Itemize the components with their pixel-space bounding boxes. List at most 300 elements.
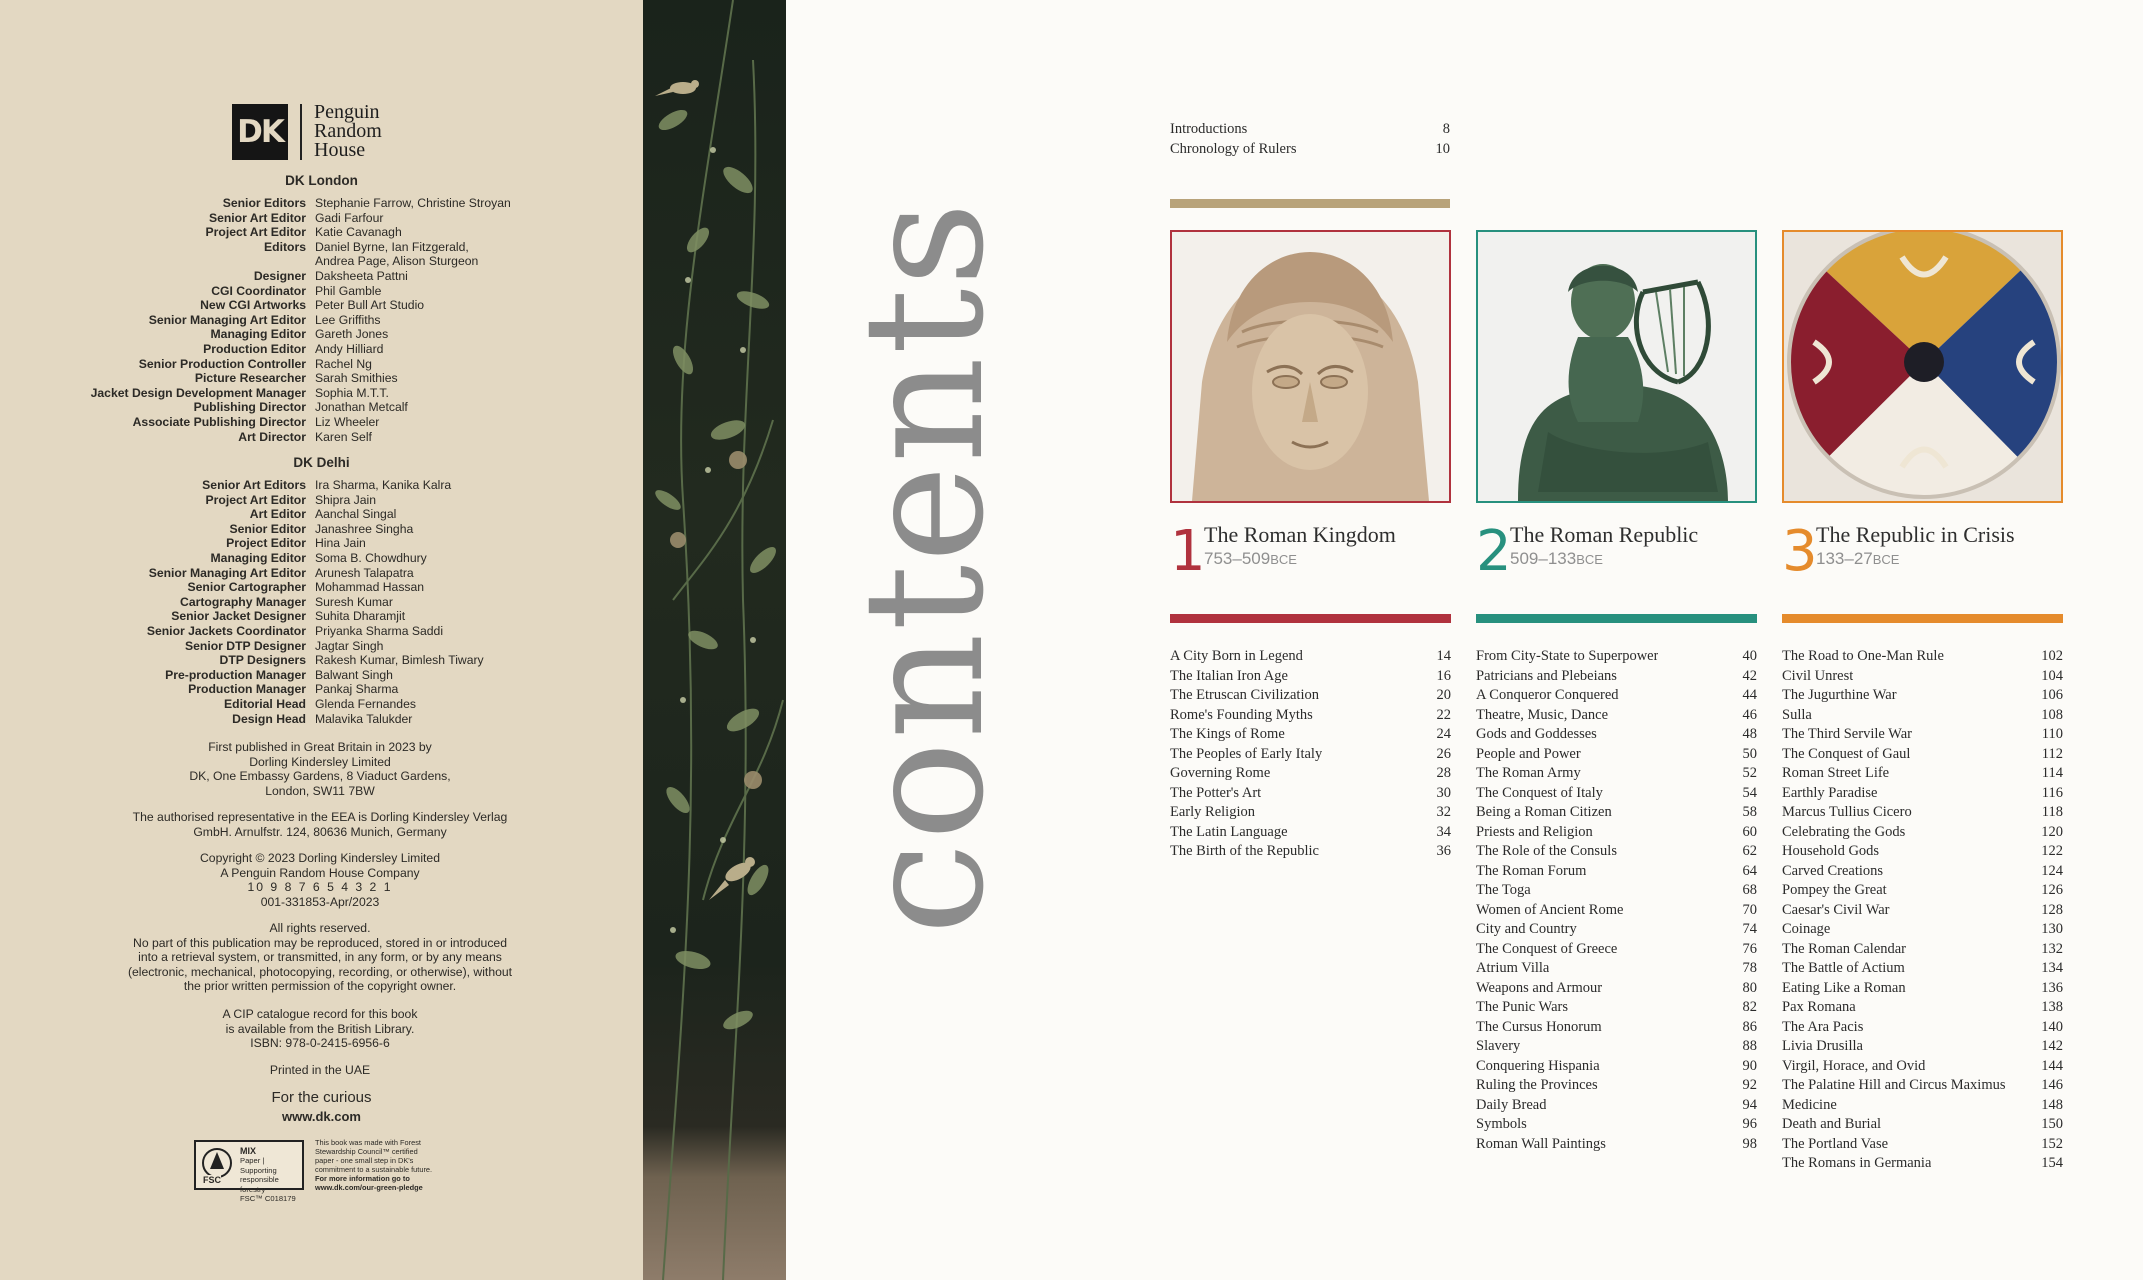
toc-entry-page: 52: [1742, 765, 1757, 781]
credit-row: [0, 430, 643, 445]
credit-row: [0, 522, 643, 537]
section-title: The Republic in Crisis: [1816, 522, 2015, 547]
credit-row: [0, 254, 643, 269]
credit-row: [0, 211, 643, 226]
section-date-range: 753–509: [1204, 549, 1271, 568]
credit-names: Daniel Byrne, Ian Fitzgerald,: [315, 239, 469, 254]
penguin-random-house-wordmark: Penguin Random House: [314, 101, 382, 161]
credit-row: [0, 240, 643, 255]
credit-role: Senior DTP Designer: [184, 638, 306, 653]
toc-entry-page: 42: [1742, 667, 1757, 684]
toc-entry[interactable]: [1476, 1135, 1757, 1155]
toc-entry[interactable]: [1476, 823, 1757, 843]
credit-names: Jagtar Singh: [315, 638, 384, 653]
dk-delhi-credits: [0, 478, 643, 726]
credit-names: Shipra Jain: [315, 492, 376, 507]
toc-entry-page: 154: [2041, 1155, 2063, 1171]
toc-entry-title: Ruling the Provinces: [1476, 1077, 1598, 1093]
toc-entry-title: The Palatine Hill and Circus Maximus: [1782, 1077, 2006, 1093]
fsc-tree-icon: FSC: [202, 1148, 232, 1184]
credit-names: Karen Self: [315, 429, 372, 444]
toc-entry[interactable]: [1170, 647, 1451, 667]
toc-entry-title: Carved Creations: [1782, 862, 1884, 879]
toc-entry[interactable]: [1476, 784, 1757, 804]
toc-entry-title: The Battle of Actium: [1782, 960, 1905, 976]
toc-entry[interactable]: [1170, 667, 1451, 687]
toc-entry-page: 34: [1436, 823, 1451, 840]
toc-entry-title: The Jugurthine War: [1782, 687, 1897, 703]
credit-role: Designer: [253, 268, 306, 283]
credit-role: Cartography Manager: [180, 594, 306, 609]
toc-entry-title: The Italian Iron Age: [1170, 667, 1288, 684]
toc-entry[interactable]: [1782, 686, 2063, 706]
toc-entry-page: 114: [2041, 765, 2063, 781]
toc-entry-title: Pax Romana: [1782, 999, 1856, 1015]
credit-role: Design Head: [232, 711, 306, 726]
credit-role: Publishing Director: [193, 400, 306, 415]
dk-logo-mark: DK: [232, 104, 288, 160]
toc-entry-page: 138: [2041, 999, 2063, 1015]
toc-entry-title: The Birth of the Republic: [1170, 843, 1319, 859]
dk-penguin-random-house-logo: [232, 103, 382, 160]
credit-row: [0, 269, 643, 284]
toc-entry-page: 146: [2041, 1077, 2063, 1093]
toc-entry-page: 96: [1742, 1116, 1757, 1132]
credit-names: Sophia M.T.T.: [315, 385, 389, 400]
toc-entry-page: 54: [1742, 784, 1757, 801]
credit-row: [0, 284, 643, 299]
section-1-image: [1170, 230, 1451, 503]
credit-role: CGI Coordinator: [211, 283, 306, 298]
toc-entry-page: 106: [2041, 687, 2063, 703]
dk-london-credits: [0, 196, 643, 444]
credit-row: [0, 342, 643, 357]
toc-entry-page: 14: [1436, 648, 1451, 664]
toc-entry[interactable]: [1782, 784, 2063, 804]
toc-entry-title: Pompey the Great: [1782, 882, 1887, 898]
toc-entry[interactable]: [1476, 959, 1757, 979]
credit-role: Project Editor: [226, 536, 306, 551]
toc-entry-title: The Role of the Consuls: [1476, 843, 1617, 859]
toc-entry-page: 88: [1742, 1038, 1757, 1054]
credit-row: [0, 196, 643, 211]
toc-entry[interactable]: [1476, 1037, 1757, 1057]
toc-entry[interactable]: [1782, 1018, 2063, 1038]
credit-names: Andy Hilliard: [315, 341, 384, 356]
toc-entry-title: The Roman Army: [1476, 765, 1581, 781]
section-2-header[interactable]: [1476, 519, 1757, 584]
section-title: The Roman Kingdom: [1204, 522, 1396, 547]
toc-entry-title: The Romans in Germania: [1782, 1155, 1932, 1171]
toc-entry[interactable]: [1170, 686, 1451, 706]
credit-row: [0, 551, 643, 566]
credit-row: [0, 595, 643, 610]
green-pledge-note: This book was made with Forest Stewardship Council™ certified paper - one small step in DK's commitment to a sustainable future. For more information go to www.dk.com/our-green-pledge: [315, 1138, 433, 1192]
credit-role: Pre-production Manager: [165, 667, 306, 682]
toc-entry[interactable]: [1782, 998, 2063, 1018]
toc-entry-title: Household Gods: [1782, 843, 1880, 859]
toc-entry-page: 130: [2041, 921, 2063, 937]
toc-entry[interactable]: [1476, 725, 1757, 745]
toc-entry[interactable]: [1782, 920, 2063, 940]
toc-entry[interactable]: [1782, 803, 2063, 823]
credit-row: [0, 536, 643, 551]
toc-entry-page: 32: [1436, 804, 1451, 820]
credit-role: Senior Editors: [222, 196, 306, 210]
imprint-panel: [0, 0, 643, 1280]
tagline: For the curious: [271, 1089, 372, 1106]
credit-names: Aanchal Singal: [315, 507, 397, 522]
section-number: 2: [1476, 519, 1512, 584]
toc-entry-title: Daily Bread: [1476, 1096, 1547, 1113]
toc-entry[interactable]: [1476, 745, 1757, 765]
toc-entry-page: 80: [1742, 979, 1757, 996]
toc-entry-page: 140: [2041, 1018, 2063, 1035]
toc-entry-page: 36: [1436, 843, 1451, 859]
toc-entry-title: A Conqueror Conquered: [1476, 687, 1619, 703]
credit-role: Picture Researcher: [194, 371, 306, 386]
section-date-range: 133–27: [1816, 549, 1873, 568]
dk-london-heading: DK London: [285, 173, 358, 188]
rights-notice: All rights reserved. No part of this publication may be reproduced, stored in or introduced into a retrieval system, or transmitted, in any form, or by any means (electronic, mechanical, photocopying, recording, or otherwise), without the prior written permission of the copyright owner.: [127, 921, 513, 994]
toc-entry-page: 28: [1436, 765, 1451, 781]
toc-entry[interactable]: [1476, 862, 1757, 882]
section-dates: [1204, 548, 1297, 571]
toc-entry[interactable]: [1782, 823, 2063, 843]
credit-names: Janashree Singha: [315, 521, 414, 536]
credit-names: Liz Wheeler: [315, 414, 380, 429]
credit-names: Balwant Singh: [315, 667, 393, 682]
credit-role: Production Manager: [188, 682, 306, 697]
toc-entry[interactable]: [1782, 1037, 2063, 1057]
toc-entry-title: Governing Rome: [1170, 765, 1271, 781]
logo-divider: [300, 104, 302, 160]
toc-entry-title: Medicine: [1782, 1096, 1837, 1113]
credit-names: Rachel Ng: [315, 356, 372, 371]
credit-role: New CGI Artworks: [200, 298, 306, 313]
toc-entry[interactable]: [1476, 979, 1757, 999]
toc-entry[interactable]: [1476, 803, 1757, 823]
toc-entry[interactable]: [1476, 1018, 1757, 1038]
toc-entry[interactable]: [1782, 647, 2063, 667]
credit-names: Jonathan Metcalf: [315, 400, 408, 415]
credit-names: Glenda Fernandes: [315, 696, 416, 711]
toc-entry-title: A City Born in Legend: [1170, 648, 1303, 664]
toc-entry[interactable]: [1170, 764, 1451, 784]
toc-entry-page: 94: [1742, 1096, 1757, 1113]
toc-entry[interactable]: [1782, 881, 2063, 901]
toc-entry-title: The Etruscan Civilization: [1170, 687, 1319, 703]
fsc-certification-label: FSC MIX Paper | Supporting responsible forestry FSC™ C018179: [194, 1140, 304, 1190]
section-3-image: [1782, 230, 2063, 503]
credit-role: [0, 254, 315, 269]
toc-entry-page: 26: [1436, 745, 1451, 762]
toc-entry-page: 120: [2041, 823, 2063, 840]
toc-entry-page: 78: [1742, 960, 1757, 976]
toc-entry[interactable]: [1782, 1154, 2063, 1174]
toc-entry-page: 104: [2041, 667, 2063, 684]
toc-entry-page: 40: [1742, 648, 1757, 664]
toc-entry-title: Introductions: [1170, 121, 1248, 137]
toc-entry-title: Conquering Hispania: [1476, 1057, 1600, 1074]
toc-entry[interactable]: [1782, 725, 2063, 745]
toc-entry[interactable]: [1170, 706, 1451, 726]
credit-role: Project Art Editor: [205, 492, 306, 507]
toc-entry-page: 48: [1742, 726, 1757, 742]
toc-entry[interactable]: [1476, 647, 1757, 667]
toc-entry-page: 20: [1436, 687, 1451, 703]
toc-entry-title: The Conquest of Greece: [1476, 940, 1618, 957]
toc-entry-title: Roman Wall Paintings: [1476, 1135, 1606, 1152]
contents-heading: contents: [828, 199, 1020, 935]
toc-entry[interactable]: [1170, 725, 1451, 745]
toc-entry-title: The Conquest of Italy: [1476, 784, 1603, 801]
section-2-rule: [1476, 614, 1757, 623]
toc-entry[interactable]: [1476, 940, 1757, 960]
toc-entry[interactable]: [1476, 998, 1757, 1018]
credit-row: [0, 668, 643, 683]
credit-row: [0, 566, 643, 581]
toc-entry-page: 58: [1742, 804, 1757, 820]
toc-entry-title: Livia Drusilla: [1782, 1038, 1863, 1054]
toc-entry[interactable]: [1476, 764, 1757, 784]
toc-entry-page: 122: [2041, 843, 2063, 859]
toc-entry-title: Weapons and Armour: [1476, 979, 1603, 996]
section-1-header[interactable]: [1170, 519, 1451, 584]
credit-role: Art Editor: [249, 507, 306, 522]
credit-row: [0, 415, 643, 430]
toc-entry[interactable]: [1170, 823, 1451, 843]
toc-entry[interactable]: [1782, 706, 2063, 726]
toc-entry-title: The Ara Pacis: [1782, 1018, 1864, 1035]
toc-entry-title: Earthly Paradise: [1782, 784, 1878, 801]
credit-names: Ira Sharma, Kanika Kalra: [315, 478, 452, 492]
toc-entry[interactable]: [1782, 1115, 2063, 1135]
toc-entry-title: The Third Servile War: [1782, 726, 1912, 742]
credit-names: Mohammad Hassan: [315, 580, 425, 595]
toc-entry[interactable]: [1476, 706, 1757, 726]
toc-entry-title: The Roman Calendar: [1782, 940, 1907, 957]
toc-entry-page: 144: [2041, 1057, 2063, 1074]
eea-representative-notice: The authorised representative in the EEA is Dorling Kindersley Verlag GmbH. Arnulfstr. 124, 80636 Munich, Germany: [132, 810, 508, 839]
credit-role: Production Editor: [203, 341, 306, 356]
toc-entry-page: 152: [2041, 1135, 2063, 1152]
toc-entry-page: 110: [2041, 726, 2063, 742]
toc-entry-title: Death and Burial: [1782, 1116, 1882, 1132]
toc-entry-page: 112: [2041, 745, 2063, 762]
credit-row: [0, 313, 643, 328]
credit-role: DTP Designers: [219, 653, 306, 668]
toc-entry-title: Celebrating the Gods: [1782, 823, 1906, 840]
section-1-entries: [1170, 647, 1451, 862]
credit-row: [0, 712, 643, 727]
credit-row: [0, 225, 643, 240]
credit-role: Senior Cartographer: [187, 580, 306, 595]
toc-entry-title: Coinage: [1782, 921, 1831, 937]
toc-entry-title: The Conquest of Gaul: [1782, 745, 1911, 762]
toc-entry-title: Atrium Villa: [1476, 960, 1550, 976]
section-era: BCE: [1872, 552, 1900, 567]
section-2-entries: [1476, 647, 1757, 1154]
toc-entry[interactable]: [1782, 842, 2063, 862]
toc-entry-page: 16: [1436, 667, 1451, 684]
toc-entry-title: Eating Like a Roman: [1782, 979, 1906, 996]
credit-row: [0, 298, 643, 313]
toc-entry[interactable]: [1782, 1057, 2063, 1077]
credit-role: Senior Jackets Coordinator: [146, 623, 306, 638]
fresco-illustration: [643, 0, 786, 1280]
toc-entry-title: Rome's Founding Myths: [1170, 706, 1313, 723]
credit-role: Senior Production Controller: [138, 356, 306, 371]
toc-entry-page: 68: [1742, 882, 1757, 898]
toc-entry[interactable]: [1782, 1096, 2063, 1116]
toc-entry-title: People and Power: [1476, 745, 1581, 762]
credit-role: Senior Editor: [229, 521, 306, 536]
toc-entry-title: The Toga: [1476, 882, 1531, 898]
toc-entry[interactable]: [1476, 1096, 1757, 1116]
toc-entry-title: Civil Unrest: [1782, 667, 1854, 684]
credit-role: Managing Editor: [210, 550, 306, 565]
toc-entry-title: The Road to One-Man Rule: [1782, 648, 1944, 664]
toc-entry-page: 118: [2041, 804, 2063, 820]
toc-entry[interactable]: [1782, 959, 2063, 979]
toc-entry-page: 76: [1742, 940, 1757, 957]
toc-entry-title: Caesar's Civil War: [1782, 901, 1890, 918]
toc-entry-page: 82: [1742, 999, 1757, 1015]
credit-role: Editorial Head: [224, 696, 306, 711]
toc-entry[interactable]: [1170, 842, 1451, 862]
toc-entry-title: The Peoples of Early Italy: [1170, 745, 1323, 762]
credit-row: [0, 609, 643, 624]
toc-entry-title: The Kings of Rome: [1170, 726, 1285, 742]
toc-entry-page: 46: [1742, 706, 1757, 723]
section-3-rule: [1782, 614, 2063, 623]
credit-row: [0, 327, 643, 342]
toc-entry[interactable]: [1170, 784, 1451, 804]
toc-entry-page: 22: [1436, 706, 1451, 723]
toc-entry-page: 90: [1742, 1057, 1757, 1074]
toc-entry[interactable]: [1476, 1115, 1757, 1135]
tagline-block: [0, 1088, 643, 1126]
toc-entry[interactable]: [1476, 920, 1757, 940]
toc-entry[interactable]: [1476, 881, 1757, 901]
toc-entry[interactable]: [1476, 1076, 1757, 1096]
credit-role: Senior Art Editors: [202, 478, 306, 492]
credit-row: [0, 624, 643, 639]
section-1-rule: [1170, 614, 1451, 623]
section-3-header[interactable]: [1782, 519, 2063, 584]
section-dates: [1510, 548, 1603, 571]
toc-entry-title: Gods and Goddesses: [1476, 726, 1597, 742]
toc-entry-page: 132: [2041, 940, 2063, 957]
credit-names: Stephanie Farrow, Christine Stroyan: [315, 196, 511, 210]
toc-entry[interactable]: [1476, 901, 1757, 921]
toc-entry[interactable]: [1476, 842, 1757, 862]
section-number: 3: [1782, 519, 1818, 584]
toc-entry-page: 8: [1442, 121, 1450, 137]
first-published-notice: First published in Great Britain in 2023 by Dorling Kindersley Limited DK, One Embassy Gardens, 8 Viaduct Gardens, London, SW11 7BW: [189, 740, 451, 798]
toc-entry-page: 148: [2041, 1096, 2063, 1113]
toc-entry[interactable]: [1782, 667, 2063, 687]
credit-names: Rakesh Kumar, Bimlesh Tiwary: [315, 653, 484, 668]
section-era: BCE: [1270, 552, 1297, 567]
toc-entry-title: The Potter's Art: [1170, 784, 1262, 801]
toc-entry[interactable]: [1170, 745, 1451, 765]
toc-entry-page: 86: [1742, 1018, 1757, 1035]
toc-entry-page: 92: [1742, 1077, 1757, 1093]
website-link[interactable]: www.dk.com: [282, 1109, 361, 1124]
credit-row: [0, 580, 643, 595]
toc-entry-title: From City-State to Superpower: [1476, 648, 1659, 664]
credit-row: [0, 493, 643, 508]
credit-role: Editors: [264, 239, 306, 254]
fresco-garden-painting: [643, 0, 786, 1280]
toc-entry[interactable]: [1782, 1076, 2063, 1096]
credit-names: Soma B. Chowdhury: [315, 550, 427, 565]
credit-names: Suhita Dharamjit: [315, 609, 406, 624]
toc-entry-title: Priests and Religion: [1476, 823, 1593, 840]
toc-entry[interactable]: [1782, 862, 2063, 882]
credit-names: Gadi Farfour: [315, 210, 384, 225]
toc-entry-title: Symbols: [1476, 1116, 1527, 1132]
toc-entry[interactable]: [1782, 764, 2063, 784]
credit-row: [0, 400, 643, 415]
credit-role: Art Director: [238, 429, 306, 444]
toc-entry-page: 30: [1436, 784, 1451, 801]
credit-role: Managing Editor: [210, 327, 306, 342]
section-title: The Roman Republic: [1510, 522, 1699, 547]
toc-entry-page: 10: [1435, 140, 1450, 157]
toc-entry[interactable]: [1476, 686, 1757, 706]
toc-entry[interactable]: [1782, 745, 2063, 765]
toc-entry[interactable]: [1782, 901, 2063, 921]
toc-entry-page: 136: [2041, 979, 2063, 996]
credit-role: Senior Art Editor: [208, 210, 306, 225]
toc-entry-page: 50: [1742, 745, 1757, 762]
toc-entry-page: 64: [1742, 862, 1757, 879]
toc-entry[interactable]: [1476, 667, 1757, 687]
front-matter-list: [1170, 120, 1450, 159]
credit-row: [0, 357, 643, 372]
credit-names: Pankaj Sharma: [315, 682, 399, 697]
toc-entry-page: 62: [1742, 843, 1757, 859]
toc-entry-page: 70: [1742, 901, 1757, 918]
section-2-image: [1476, 230, 1757, 503]
toc-entry[interactable]: [1170, 120, 1450, 140]
toc-entry-title: Sulla: [1782, 706, 1812, 723]
section-era: BCE: [1576, 552, 1603, 567]
toc-entry-page: 98: [1742, 1135, 1757, 1152]
cip-notice: A CIP catalogue record for this book is available from the British Library. ISBN: 978-0-2415-6956-6: [222, 1007, 418, 1051]
toc-entry[interactable]: [1782, 940, 2063, 960]
toc-entry-title: Women of Ancient Rome: [1476, 901, 1624, 918]
toc-entry-page: 142: [2041, 1038, 2063, 1054]
credit-names: Gareth Jones: [315, 327, 389, 342]
toc-entry[interactable]: [1476, 1057, 1757, 1077]
credit-names: Lee Griffiths: [315, 312, 381, 327]
toc-entry-title: Marcus Tullius Cicero: [1782, 804, 1912, 820]
printed-in-notice: Printed in the UAE: [269, 1063, 371, 1077]
credit-row: [0, 507, 643, 522]
toc-entry[interactable]: [1170, 140, 1450, 160]
credit-role: Senior Jacket Designer: [171, 609, 306, 624]
toc-entry[interactable]: [1782, 1135, 2063, 1155]
toc-entry-title: City and Country: [1476, 921, 1577, 937]
credit-role: Senior Managing Art Editor: [148, 312, 306, 327]
toc-entry[interactable]: [1782, 979, 2063, 999]
credit-row: [0, 639, 643, 654]
toc-entry[interactable]: [1170, 803, 1451, 823]
